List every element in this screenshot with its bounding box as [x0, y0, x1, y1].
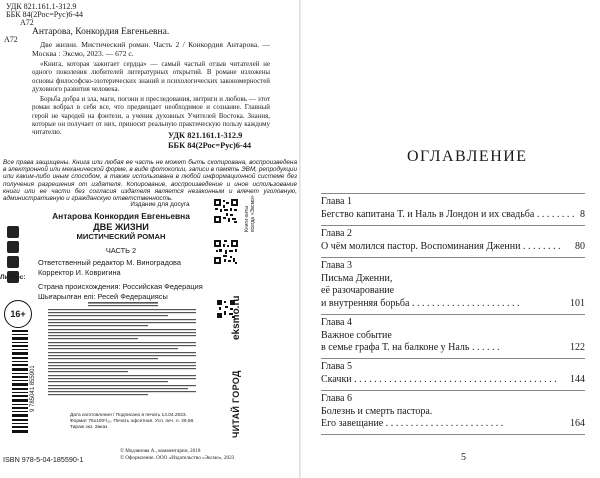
imprint-title: ДВЕ ЖИЗНИ	[93, 222, 149, 232]
imprint-author: Антарова Конкордия Евгеньевна	[52, 211, 190, 221]
author-sign-top: А72	[20, 18, 34, 27]
social-logo-icon	[7, 256, 19, 268]
contents-page	[301, 0, 600, 478]
toc-entry-5[interactable]	[321, 361, 585, 386]
litres-logo: ЛитРес:	[0, 274, 26, 281]
chapter-label: Глава 5	[321, 361, 352, 372]
chapter-page-number: 101	[570, 297, 585, 309]
chapter-title: Бегство капитана Т. и Наль в Лондон и их свадьба . . . . . . . .	[321, 208, 575, 220]
barcode-digits: 9 785041 855901	[30, 365, 36, 412]
qr-code	[214, 240, 238, 264]
toc-entry-6[interactable]	[321, 393, 585, 431]
rights-notice: Все права защищены. Книга или любая ее часть не может быть скопирована, воспроизведена в электронной или механической форме, в виде фотокопии, записи в память ЭВМ, репродукции или каким-либо иным способом, а также использована в любой информационной системе без получения разрешения от издателя. Копирование, воспроизведение и иное использование книги или ее части без согласия издателя является незаконным и влечет уголовную, административную и гражданскую ответственность.	[3, 159, 297, 203]
annotation-paragraph-2: Борьба добра и зла, маги, погони и преследования, интриги и любовь — этот роман вобрал в себя все, что предвещает необходимое и сознание. Главный герой не чародей на фэнтези, а ученик духовных Учителей Востока. Знания, которые он получает от них, приносят реальную практическую пользу каждому читателю.	[32, 96, 270, 137]
copyright-line-1: © Модзянова А., комментарии, 2018	[120, 448, 201, 454]
udk-code-right: УДК 821.161.1-312.9	[168, 131, 243, 140]
copyright-page	[0, 0, 299, 478]
chapter-title: Скачки . . . . . . . . . . . . . . . . . . . . . . . . . . . . . . . . . . . . . . . . .	[321, 373, 557, 385]
page-number: 5	[461, 452, 466, 463]
toc-divider	[321, 390, 585, 391]
toc-divider	[321, 257, 585, 258]
qr-caption	[244, 195, 256, 232]
chapter-title-line: Болезнь и смерть пастора.	[321, 405, 433, 417]
qr-caption-line-1: Книги-хиты	[244, 206, 250, 232]
imprint-proofreader: Корректор И. Ковригина	[38, 268, 121, 277]
social-logo-icon	[7, 241, 19, 253]
chapter-title-line: в семье графа Т. на балконе у Наль . . . . . .	[321, 342, 500, 353]
chapter-label: Глава 1	[321, 196, 352, 207]
toc-divider	[321, 434, 585, 435]
chapter-title-line: Его завещание . . . . . . . . . . . . . . . . . . . . . . . .	[321, 418, 504, 429]
copyright-line-2: © Оформление. ООО «Издательство «Эксмо», 2023	[120, 455, 235, 461]
udk-code-top: УДК 821.161.1-312.9	[6, 2, 77, 11]
toc-divider	[321, 358, 585, 359]
toc-entry-2[interactable]	[321, 228, 585, 253]
print-date: Дата изготовления / Подписано в печать 14.04.2023.	[70, 413, 187, 418]
eksmo-website: eksmo.ru	[231, 295, 242, 340]
imprint-country: Страна происхождения: Российская Федерация	[38, 282, 203, 291]
social-logo-icon	[7, 226, 19, 238]
author-heading: Антарова, Конкордия Евгеньевна.	[32, 27, 170, 37]
publisher-address-fine-print	[48, 302, 198, 404]
toc-divider	[321, 225, 585, 226]
toc-entry-1[interactable]	[321, 196, 585, 221]
imprint-genre: МИСТИЧЕСКИЙ РОМАН	[76, 232, 166, 241]
chapter-title-line: Важное событие	[321, 329, 392, 341]
chapter-title-line: её разочарование	[321, 285, 395, 296]
bbk-code-top: ББК 84(2Рос=Рус)6-44	[6, 10, 84, 19]
chapter-label: Глава 6	[321, 393, 352, 404]
toc-entry-3[interactable]	[321, 260, 585, 310]
contents-title: ОГЛАВЛЕНИЕ	[407, 148, 528, 165]
edition-note: Издание для досуга	[130, 201, 190, 208]
chapter-page-number: 122	[570, 342, 585, 353]
annotation-paragraph-1: «Книга, которая зажигает сердца» — самый частый отзыв читателей не одного поколения любителей литературных открытий. В романе изложены основы философско-эзотерических знаний и психологических закономерностей духовного развития человека.	[32, 61, 270, 93]
qr-caption-line-2: всегда «Эксмо»	[250, 195, 256, 232]
chapter-page-number: 80	[575, 240, 585, 252]
author-sign-side: А72	[4, 35, 18, 44]
chapter-title: О чём молился пастор. Воспоминания Дженни . . . . . . . .	[321, 240, 561, 252]
chapter-page-number: 8	[580, 208, 585, 220]
chapter-title-line: и внутренняя борьба . . . . . . . . . . . . . . . . . . . . . .	[321, 297, 520, 309]
imprint-editor: Ответственный редактор М. Виноградова	[38, 258, 182, 267]
toc-divider	[321, 314, 585, 315]
chapter-page-number: 164	[570, 418, 585, 429]
age-rating-badge: 16+	[4, 300, 32, 328]
chapter-page-number: 144	[570, 373, 585, 385]
isbn-barcode	[12, 330, 28, 434]
print-run: Тираж экз. Заказ	[70, 425, 108, 430]
imprint-part: ЧАСТЬ 2	[105, 246, 137, 255]
chapter-label: Глава 3	[321, 260, 352, 271]
bbk-code-right: ББК 84(2Рос=Рус)6-44	[168, 141, 252, 150]
qr-code	[214, 199, 238, 223]
chitai-gorod-logo: ЧИТАЙ ГОРОД	[231, 370, 241, 438]
chapter-title-line: Письма Дженни,	[321, 272, 393, 284]
toc-divider	[321, 193, 585, 194]
toc-entry-4[interactable]	[321, 317, 585, 355]
chapter-label: Глава 4	[321, 317, 352, 328]
print-format: Формат 75х100¹/₃₂. Печать офсетная. Усл. печ. л. 29,58.	[70, 419, 195, 424]
bibliographic-description: Две жизни. Мистический роман. Часть 2 / Конкордия Антарова. — Москва : Эксмо, 2023. — 672 с.	[32, 40, 270, 59]
isbn-bottom: ISBN 978-5-04-185590-1	[3, 455, 84, 464]
imprint-country-kz: Шығарылған елі: Ресей Федерациясы	[38, 292, 168, 301]
chapter-label: Глава 2	[321, 228, 352, 239]
